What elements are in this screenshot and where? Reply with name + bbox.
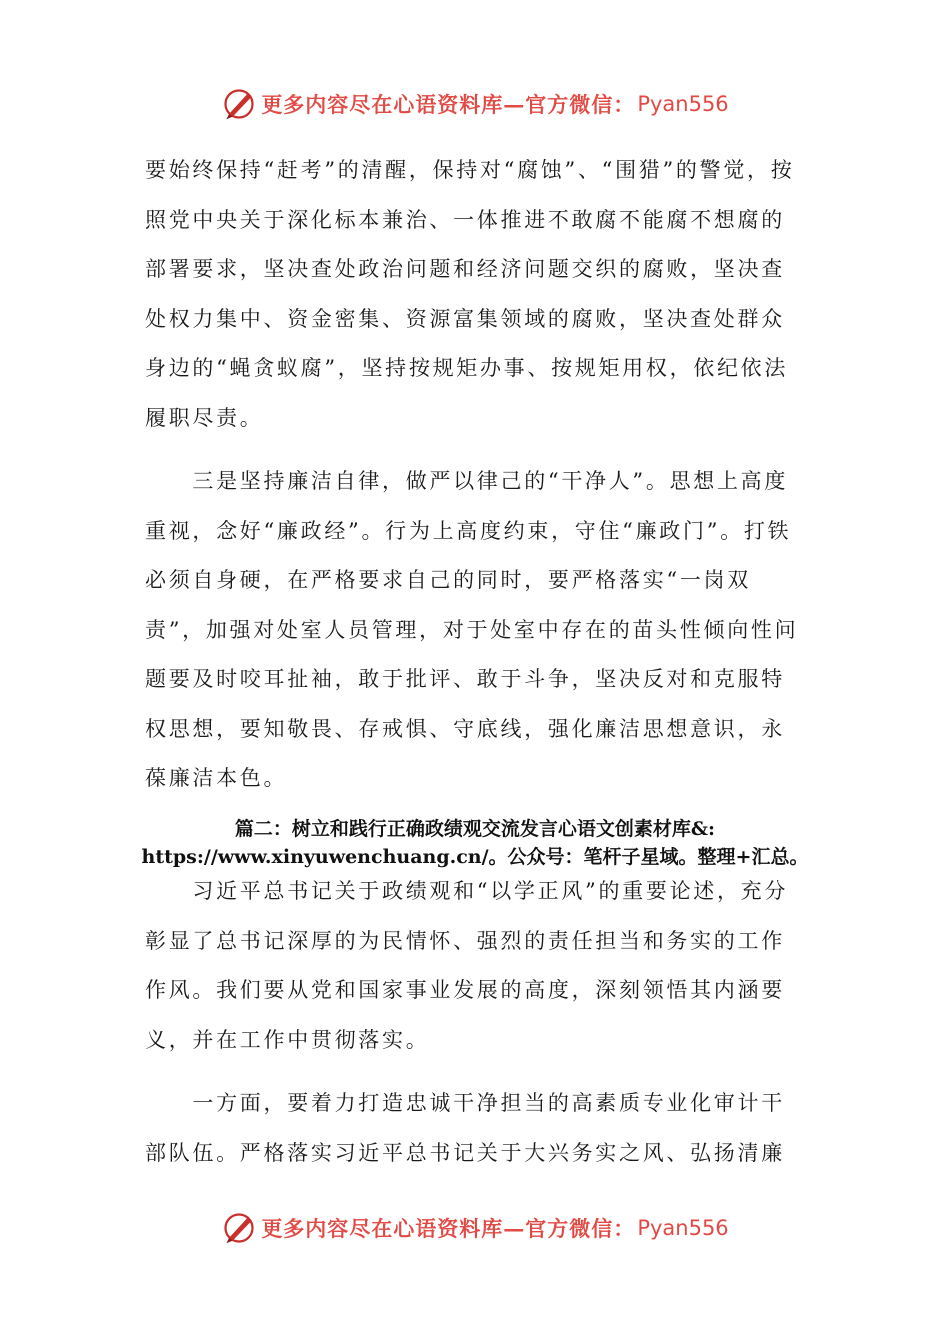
paragraph-1: 要始终保持“赶考”的清醒，保持对“腐蚀”、“围猎”的警觉，按照党中央关于深化标本兼治、一体推进不敢腐不能腐不想腐的部署要求，坚决查处政治问题和经济问题交织的腐败，坚决查处权力集中、资金密集、资源富集领域的腐败，坚决查处群众身边的“蝇贪蚁腐”，坚持按规矩办事、按规矩用权，依纪依法履职尽责。	[145, 158, 795, 430]
footer-banner	[0, 1208, 950, 1248]
banner-text: 更多内容尽在心语资料库—官方微信：	[261, 1216, 636, 1241]
pen-logo-icon	[221, 1210, 257, 1246]
section-heading-line-1: 篇二：树立和践行正确政绩观交流发言心语文创素材库&:	[234, 818, 716, 840]
paragraph-4: 一方面，要着力打造忠诚干净担当的高素质专业化审计干部队伍。严格落实习近平总书记关于大兴务实之风、弘扬清廉	[145, 1091, 785, 1165]
banner-text: 更多内容尽在心语资料库—官方微信：	[261, 92, 636, 117]
banner-wechat-id: Pyan556	[637, 92, 729, 116]
header-banner	[0, 84, 950, 124]
paragraph-2: 三是坚持廉洁自律，做严以律己的“干净人”。思想上高度重视，念好“廉政经”。行为上高度约束，守住“廉政门”。打铁必须自身硬，在严格要求自己的同时，要严格落实“一岗双责”，加强对处室人员管理，对于处室中存在的苗头性倾向性问题要及时咬耳扯袖，敢于批评、敢于斗争，坚决反对和克服特权思想，要知敬畏、存戒惧、守底线，强化廉洁思想意识，永葆廉洁本色。	[145, 469, 799, 790]
banner-wechat-id: Pyan556	[637, 1216, 729, 1240]
paragraph-3: 习近平总书记关于政绩观和“以学正风”的重要论述，充分彰显了总书记深厚的为民情怀、强烈的责任担当和务实的工作作风。我们要从党和国家事业发展的高度，深刻领悟其内涵要义，并在工作中贯彻落实。	[145, 879, 789, 1052]
section-heading	[120, 815, 830, 871]
pen-logo-icon	[221, 86, 257, 122]
section-heading-line-2: https://www.xinyuwenchuang.cn/。公众号：笔杆子星域。整理+汇总。	[141, 846, 809, 868]
